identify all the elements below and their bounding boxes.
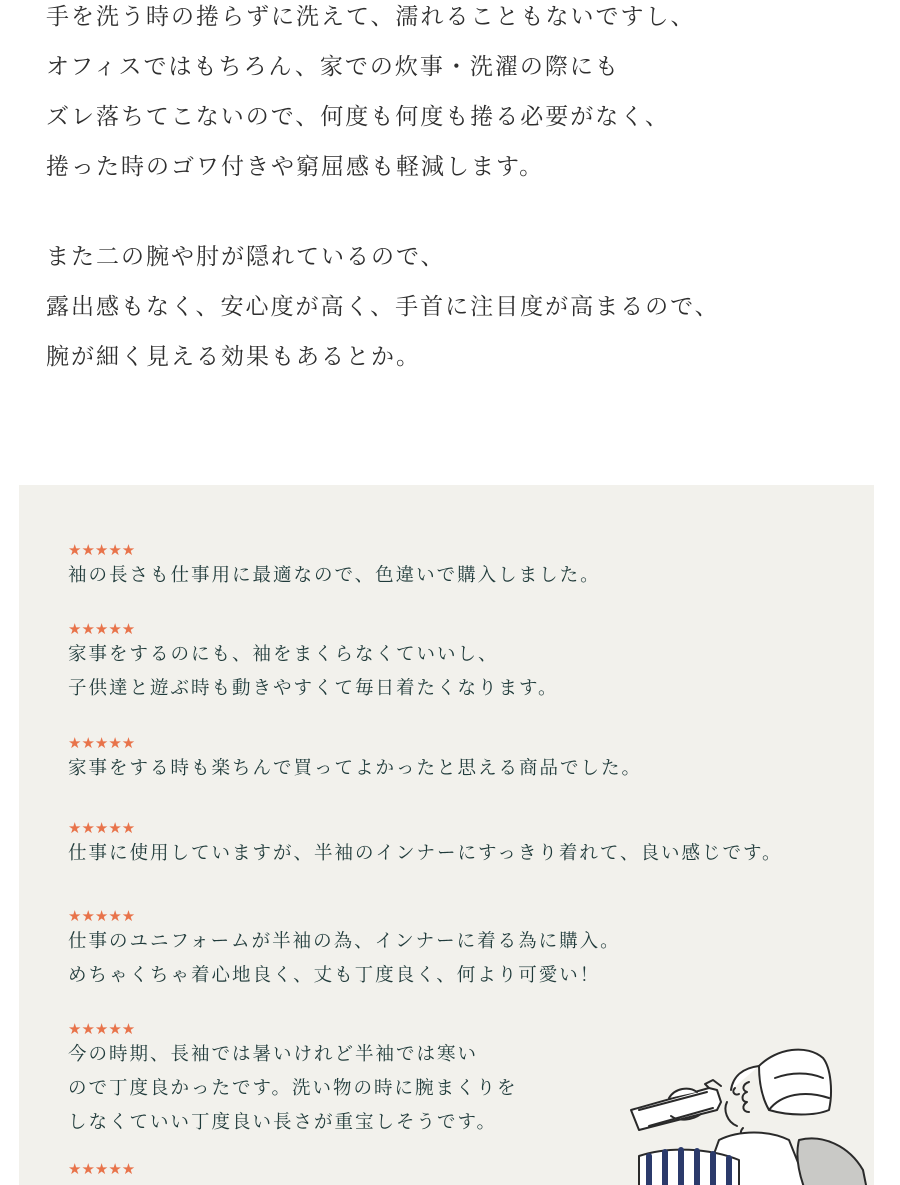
intro-line: ズレ落ちてこないので、何度も何度も捲る必要がなく、 — [46, 104, 670, 130]
review-item — [68, 1160, 135, 1178]
review-item — [68, 620, 559, 706]
review-item — [68, 734, 642, 786]
star-rating-icon: ★★★★★ — [68, 734, 136, 752]
intro-line: また二の腕や肘が隠れているので、 — [46, 244, 446, 270]
review-text: めちゃくちゃ着心地良く、丈も丁度良く、何より可愛い！ — [68, 965, 601, 986]
star-rating-icon: ★★★★★ — [68, 907, 136, 925]
intro-line: 腕が細く見える効果もあるとか。 — [46, 344, 421, 370]
star-rating-icon: ★★★★★ — [68, 1160, 136, 1178]
review-text: ので丁度良かったです。洗い物の時に腕まくりを — [68, 1078, 518, 1099]
review-text: しなくていい丁度良い長さが重宝しそうです。 — [68, 1112, 498, 1133]
star-rating-icon: ★★★★★ — [68, 819, 136, 837]
star-rating-icon: ★★★★★ — [68, 541, 136, 559]
star-rating-icon: ★★★★★ — [68, 620, 136, 638]
review-text: 今の時期、長袖では暑いけれど半袖では寒い — [68, 1044, 479, 1065]
review-item — [68, 1020, 518, 1140]
star-rating-icon: ★★★★★ — [68, 1020, 136, 1038]
intro-line: 捲った時のゴワ付きや窮屈感も軽減します。 — [46, 154, 545, 180]
reviews-panel — [19, 485, 874, 1185]
intro-paragraph — [46, 232, 876, 382]
review-item — [68, 819, 783, 871]
review-item — [68, 541, 601, 593]
person-drinking-illustration — [609, 1030, 874, 1185]
review-text: 子供達と遊ぶ時も動きやすくて毎日着たくなります。 — [68, 678, 559, 699]
review-text: 仕事に使用していますが、半袖のインナーにすっきり着れて、良い感じです。 — [68, 843, 783, 864]
review-text: 家事をするのにも、袖をまくらなくていいし、 — [68, 644, 499, 665]
review-text: 家事をする時も楽ちんで買ってよかったと思える商品でした。 — [68, 758, 643, 779]
intro-line: オフィスではもちろん、家での炊事・洗濯の際にも — [46, 54, 620, 80]
intro-line: 手を洗う時の捲らずに洗えて、濡れることもないですし、 — [46, 4, 696, 30]
intro-text — [46, 0, 876, 382]
intro-paragraph — [46, 0, 876, 192]
review-text: 袖の長さも仕事用に最適なので、色違いで購入しました。 — [68, 565, 601, 586]
intro-line: 露出感もなく、安心度が高く、手首に注目度が高まるので、 — [46, 294, 720, 320]
review-item — [68, 907, 621, 993]
review-text: 仕事のユニフォームが半袖の為、インナーに着る為に購入。 — [68, 931, 621, 952]
